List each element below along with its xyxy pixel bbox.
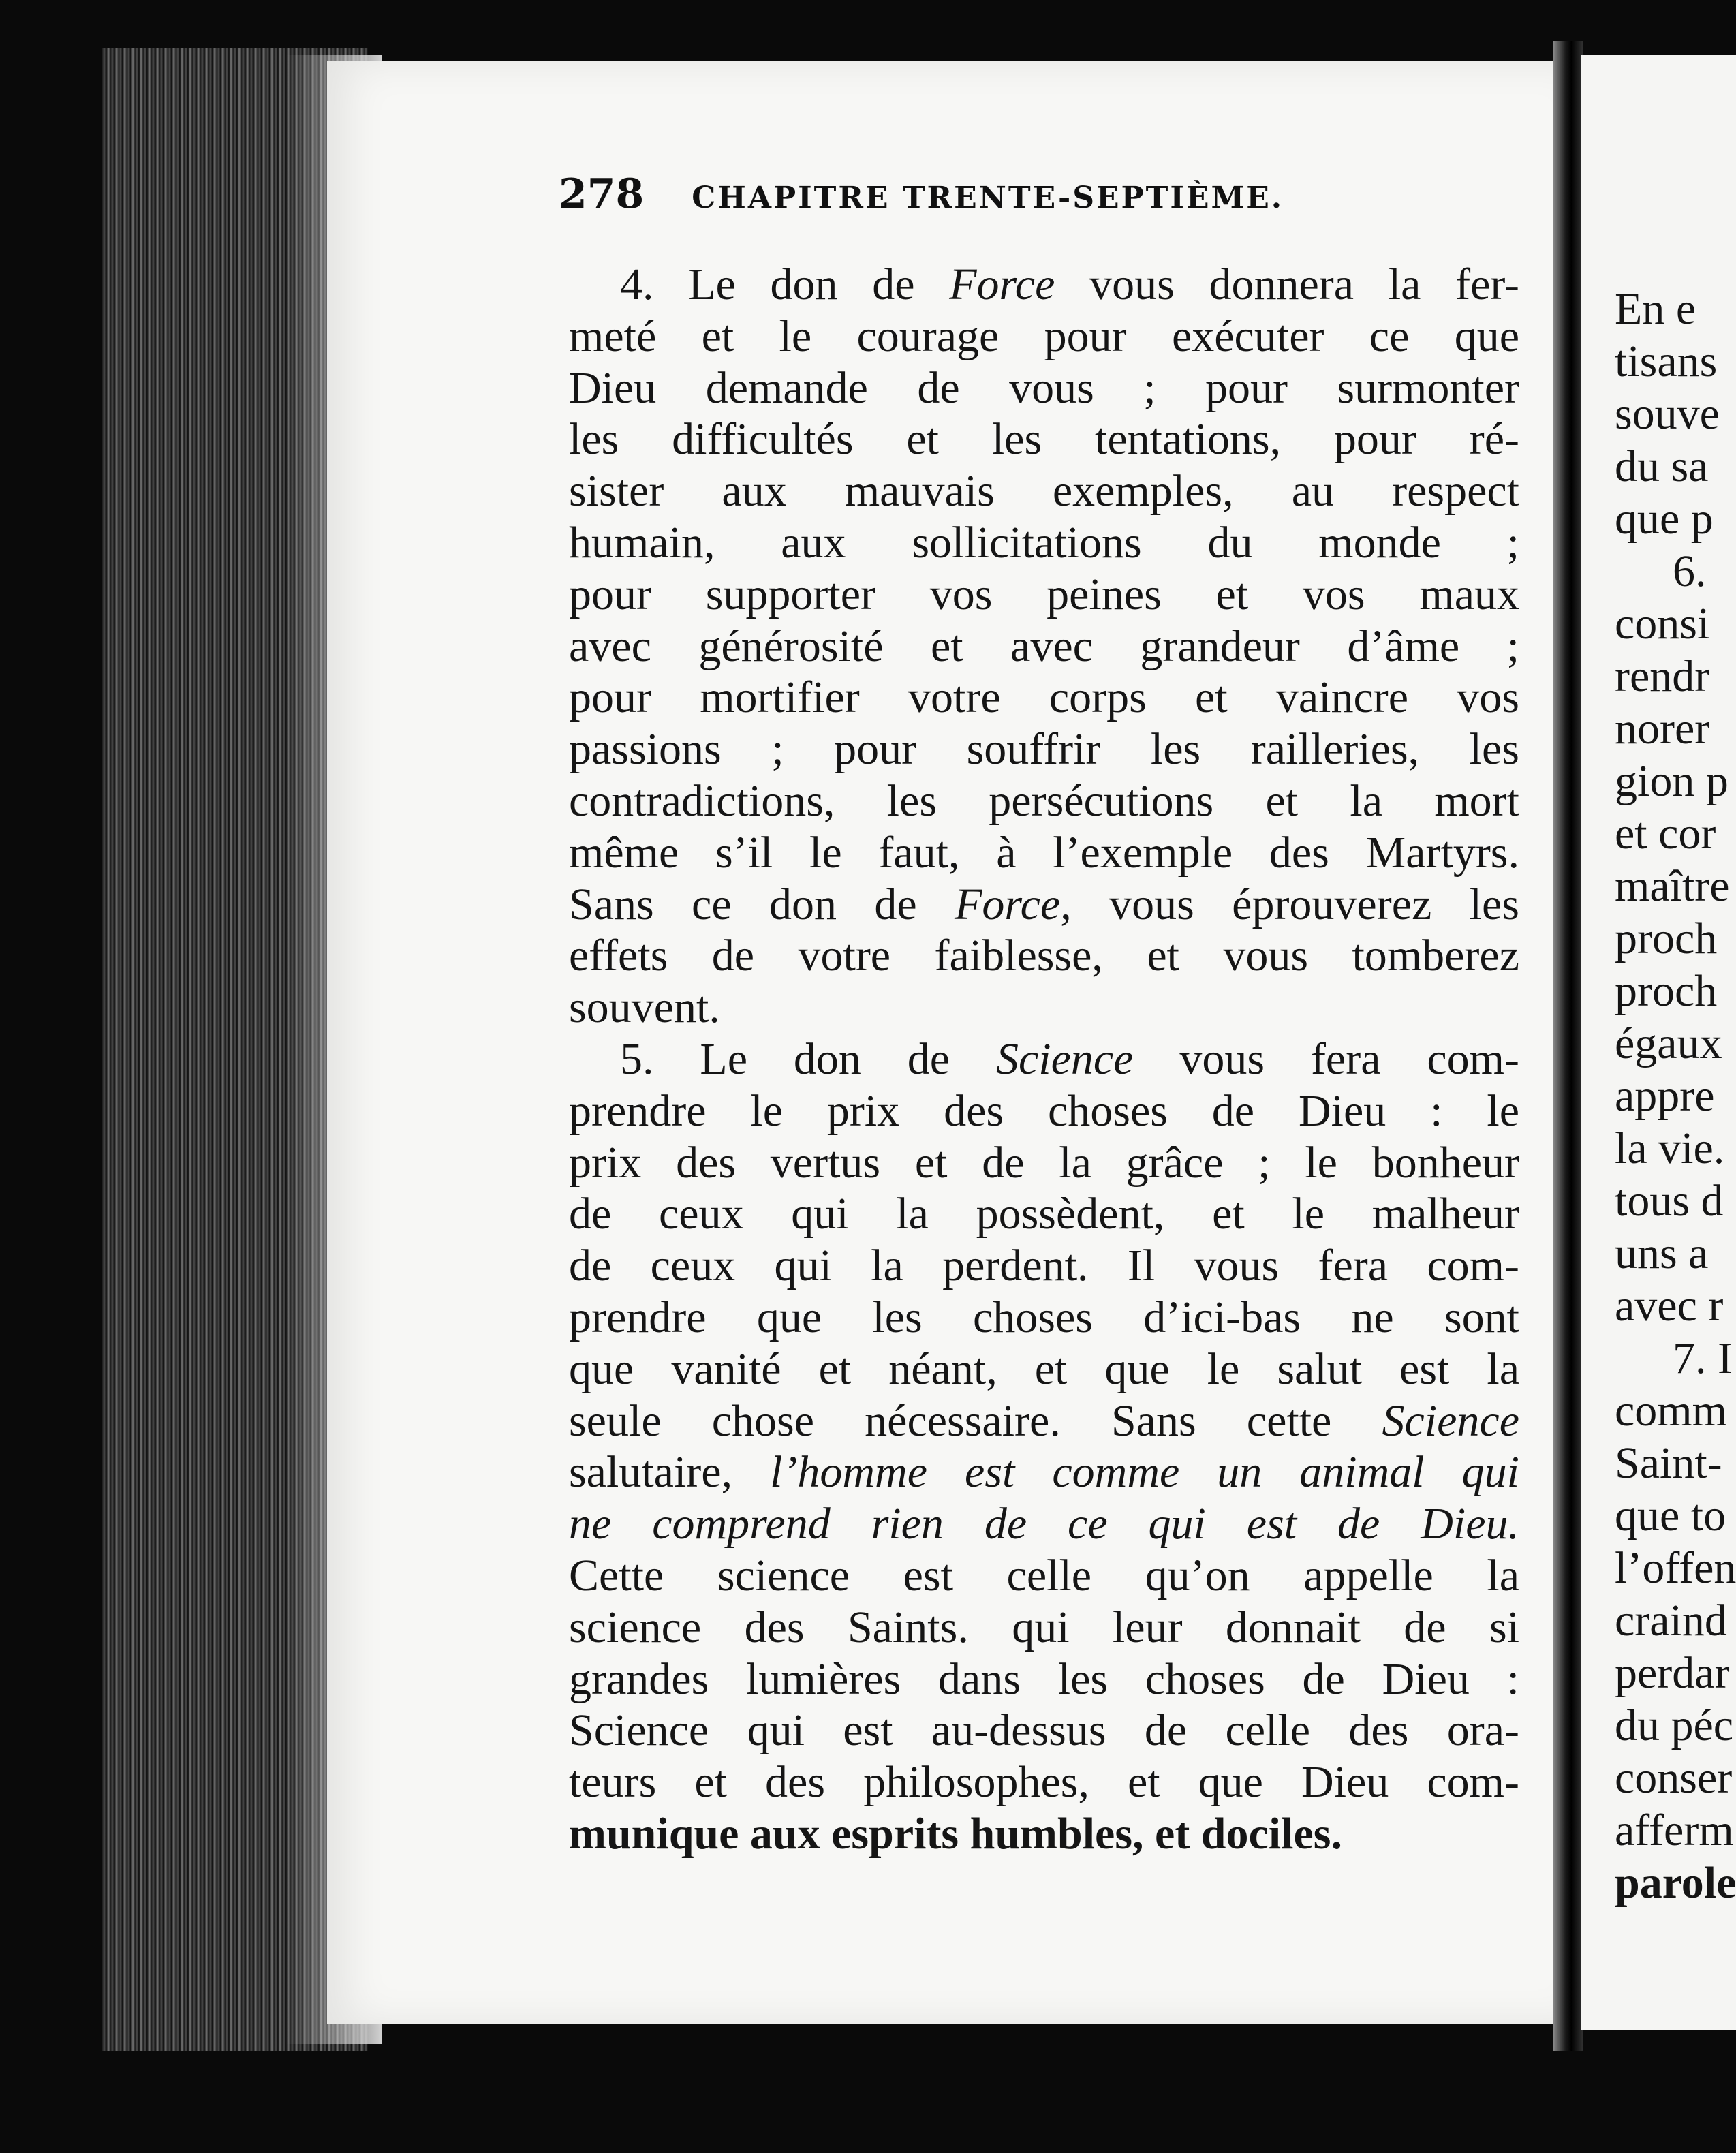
text-line [569, 569, 1519, 621]
text-span: vous fera com- [1133, 1034, 1519, 1084]
chapter-title: CHAPITRE TRENTE-SEPTIÈME. [692, 181, 1284, 215]
text-line [569, 1292, 1519, 1344]
facing-page-line: comm [1615, 1386, 1727, 1436]
text-line [569, 1188, 1519, 1240]
facing-page-line: gion p [1615, 756, 1729, 806]
text-line [569, 517, 1519, 569]
text-line [569, 1395, 1519, 1447]
text-line [569, 982, 1519, 1034]
text-line [569, 672, 1519, 724]
book-gutter [1553, 41, 1583, 2051]
italic-text: Science [995, 1034, 1134, 1084]
text-line [569, 879, 1519, 931]
page-number: 278 [559, 170, 645, 218]
text-line [569, 827, 1519, 879]
facing-page-line: que to [1615, 1491, 1726, 1540]
text-span: passions ; pour souffrir les railleries, les [569, 724, 1519, 775]
running-head [559, 170, 1526, 218]
text-span: avec générosité et avec grandeur d’âme ; [569, 621, 1519, 671]
text-line [569, 1137, 1519, 1189]
facing-page-line: conser [1615, 1753, 1733, 1803]
facing-page-line: norer [1615, 704, 1710, 754]
text-span: Science qui est au-dessus de celle des ora- [569, 1705, 1519, 1756]
italic-text: Force [955, 879, 1061, 929]
text-span: prendre que les choses d’ici-bas ne sont [569, 1292, 1519, 1342]
text-span: Cette science est celle qu’on appelle la [569, 1550, 1519, 1600]
italic-text: Science [1382, 1395, 1519, 1446]
text-line [569, 1756, 1519, 1808]
facing-page-line: craind [1615, 1596, 1727, 1645]
facing-page-line: 6. [1673, 546, 1707, 596]
text-span: salutaire, [569, 1447, 771, 1498]
text-span: teurs et des philosophes, et que Dieu com- [569, 1757, 1519, 1808]
text-span: munique aux esprits humbles, et dociles. [569, 1808, 1342, 1859]
text-span: souvent. [569, 982, 720, 1033]
text-line [569, 1654, 1519, 1705]
text-span: seule chose nécessaire. Sans cette [569, 1395, 1382, 1446]
text-line [569, 1446, 1519, 1498]
text-line [569, 1808, 1519, 1860]
facing-page-line: tous d [1615, 1176, 1724, 1226]
facing-page-line: En e [1615, 284, 1696, 334]
text-span: 5. Le don de [620, 1034, 996, 1084]
italic-text: ne comprend rien de ce qui est de Dieu. [569, 1499, 1519, 1549]
text-line [569, 311, 1519, 362]
text-span: humain, aux sollicitations du monde ; [569, 517, 1519, 568]
text-line [569, 1705, 1519, 1756]
italic-text: l’homme est comme un animal qui [770, 1447, 1519, 1498]
text-line [569, 414, 1519, 465]
text-span: vous donnera la fer- [1055, 260, 1519, 309]
text-span: prendre le prix des choses de Dieu : le [569, 1085, 1519, 1136]
facing-page-line: appre [1615, 1071, 1715, 1121]
text-span: prix des vertus et de la grâce ; le bonheur [569, 1137, 1519, 1188]
facing-page-line: uns a [1615, 1228, 1709, 1278]
text-span: sister aux mauvais exemples, au respect [569, 466, 1519, 516]
facing-page-text [1615, 283, 1736, 1909]
text-span: les difficultés et les tentations, pour ré- [569, 414, 1519, 465]
facing-page-line: consi [1615, 599, 1710, 649]
text-line [569, 724, 1519, 775]
text-span: effets de votre faiblesse, et vous tomberez [569, 931, 1519, 981]
body-text [569, 259, 1519, 1860]
text-span: Dieu demande de vous ; pour surmonter [569, 362, 1519, 413]
text-span: grandes lumières dans les choses de Dieu : [569, 1654, 1519, 1704]
italic-text: Force [949, 260, 1055, 309]
text-span: 4. Le don de [620, 260, 950, 309]
text-line [569, 1085, 1519, 1137]
facing-page-line: l’offen [1615, 1543, 1736, 1593]
facing-page-line: tisans [1615, 337, 1718, 386]
text-line [569, 362, 1519, 414]
text-line [569, 775, 1519, 827]
text-line [569, 465, 1519, 517]
facing-page-line: du sa [1615, 442, 1709, 491]
text-span: science des Saints. qui leur donnait de si [569, 1602, 1519, 1652]
text-line [569, 930, 1519, 982]
text-span: , vous éprouverez les [1060, 879, 1519, 929]
facing-page-line: proch [1615, 966, 1718, 1016]
text-line [569, 1344, 1519, 1395]
text-span: pour supporter vos peines et vos maux [569, 569, 1519, 619]
text-line [569, 1034, 1519, 1085]
text-line [569, 1498, 1519, 1550]
text-line [569, 259, 1519, 311]
text-line [569, 1240, 1519, 1292]
facing-page-line: et cor [1615, 809, 1716, 858]
facing-page-line: maître [1615, 861, 1730, 911]
facing-page-line: que p [1615, 494, 1714, 544]
text-span: de ceux qui la possèdent, et le malheur [569, 1189, 1519, 1239]
facing-page-line: égaux [1615, 1019, 1722, 1068]
text-span: meté et le courage pour exécuter ce que [569, 311, 1519, 361]
facing-page-line: afferm [1615, 1806, 1734, 1855]
text-line [569, 621, 1519, 672]
facing-page-line: perdar [1615, 1648, 1730, 1698]
text-span: de ceux qui la perdent. Il vous fera com- [569, 1241, 1519, 1291]
facing-page-line: rendr [1615, 651, 1710, 701]
text-span: contradictions, les persécutions et la mort [569, 775, 1519, 826]
text-span: que vanité et néant, et que le salut est la [569, 1344, 1519, 1394]
text-span: Sans ce don de [569, 879, 955, 929]
facing-page-line: du péc [1615, 1701, 1734, 1750]
text-line [569, 1602, 1519, 1654]
facing-page-line: Saint- [1615, 1438, 1722, 1488]
facing-page-line: souve [1615, 389, 1720, 439]
text-line [569, 1550, 1519, 1602]
facing-page-line: proch [1615, 914, 1718, 963]
facing-page-line: la vie. [1615, 1124, 1725, 1173]
text-span: même s’il le faut, à l’exemple des Martyrs. [569, 827, 1519, 878]
text-span: pour mortifier votre corps et vaincre vos [569, 672, 1519, 723]
facing-page-line: 7. I [1673, 1333, 1733, 1383]
facing-page-line: avec r [1615, 1281, 1724, 1331]
facing-page-line: parole [1615, 1858, 1736, 1908]
